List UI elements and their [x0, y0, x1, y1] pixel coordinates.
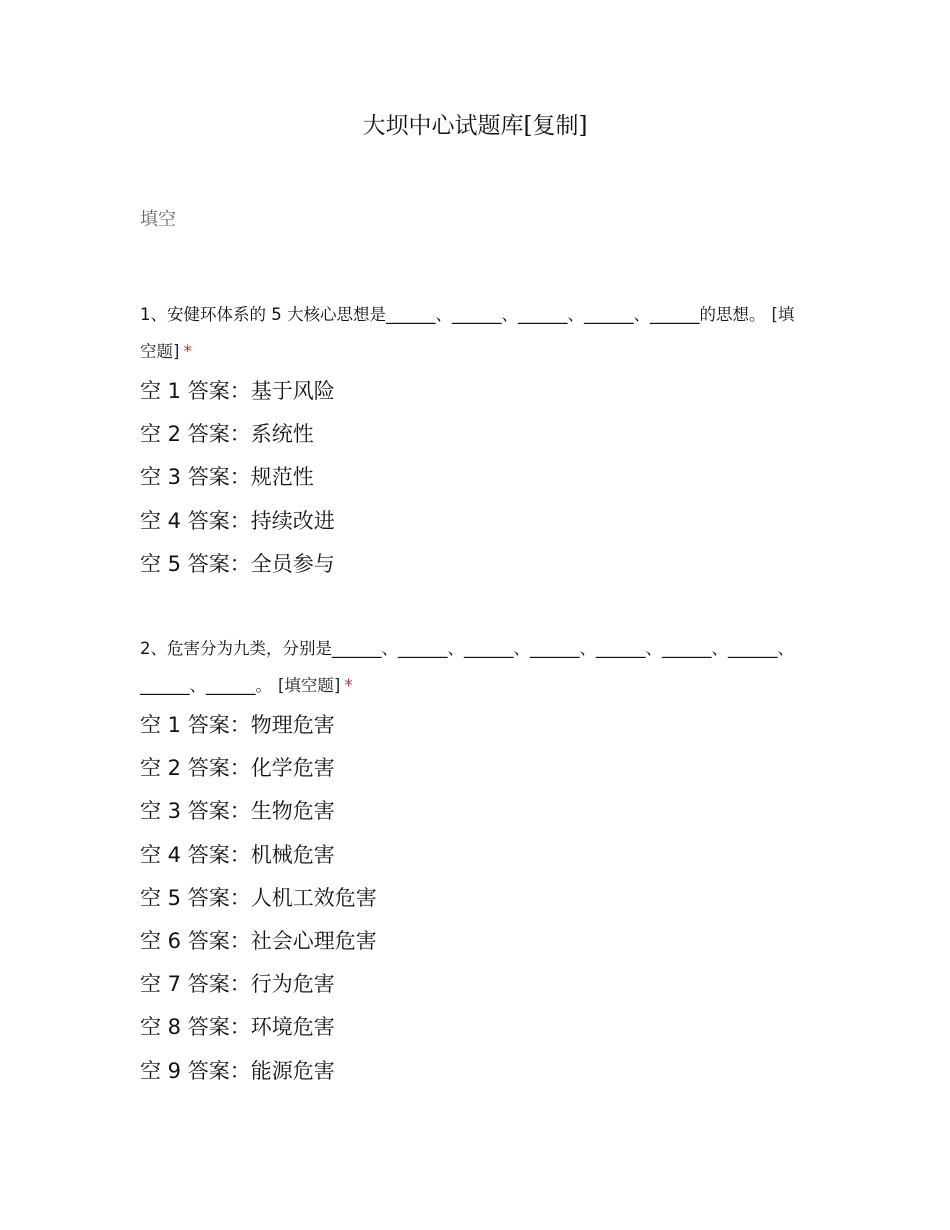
answer-label: 空 1 答案：: [140, 713, 251, 737]
answer-label: 空 9 答案：: [140, 1058, 251, 1083]
answer-list-1: [140, 370, 810, 586]
question-1: [140, 296, 810, 586]
answer-value: 社会心理危害: [250, 928, 377, 953]
answer-item: [140, 704, 810, 747]
answer-label: 空 5 答案：: [140, 551, 251, 576]
answer-item: [140, 963, 810, 1006]
answer-item: [140, 370, 810, 413]
question-text-1: [140, 296, 810, 370]
answer-value: 全员参与: [250, 551, 335, 576]
question-2-stem: 2、危害分为九类，分别是______、______、______、______、______、______、______、______、______。: [140, 639, 794, 695]
answer-label: 空 8 答案：: [140, 1015, 251, 1040]
answer-item: [140, 920, 810, 963]
question-2-type: [填空题]: [278, 676, 341, 695]
answer-label: 空 7 答案：: [140, 972, 251, 997]
answer-item: [140, 1050, 810, 1093]
answer-item: [140, 500, 810, 543]
answer-value: 基于风险: [250, 379, 335, 403]
answer-item: [140, 413, 810, 456]
question-2: [140, 630, 810, 1093]
answer-value: 行为危害: [250, 972, 335, 997]
answer-item: [140, 543, 810, 586]
section-label: 填空: [140, 209, 176, 230]
answer-label: 空 4 答案：: [140, 842, 251, 867]
answer-label: 空 2 答案：: [140, 422, 251, 447]
answer-list-2: [140, 704, 810, 1093]
answer-value: 化学危害: [250, 756, 335, 781]
required-mark-1: *: [183, 342, 192, 361]
answer-value: 生物危害: [250, 799, 335, 824]
answer-value: 人机工效危害: [250, 885, 377, 910]
answer-value: 持续改进: [250, 508, 335, 533]
answer-value: 系统性: [250, 422, 314, 447]
answer-label: 空 3 答案：: [140, 799, 251, 824]
answer-item: [140, 747, 810, 790]
answer-item: [140, 877, 810, 920]
answer-item: [140, 790, 810, 833]
answer-label: 空 6 答案：: [140, 928, 251, 953]
question-1-type: [填空题]: [140, 305, 795, 361]
answer-label: 空 5 答案：: [140, 885, 251, 910]
answer-value: 能源危害: [250, 1058, 335, 1083]
answer-item: [140, 834, 810, 877]
required-mark-2: *: [344, 676, 353, 695]
question-text-2: [140, 630, 810, 704]
answer-item: [140, 456, 810, 499]
answer-value: 规范性: [250, 465, 314, 490]
answer-label: 空 2 答案：: [140, 756, 251, 781]
question-1-stem: 1、安健环体系的 5 大核心思想是______、______、______、______、______的思想。: [140, 305, 766, 324]
answer-value: 机械危害: [250, 842, 335, 867]
answer-label: 空 1 答案：: [140, 379, 251, 403]
answer-value: 物理危害: [250, 713, 335, 737]
answer-label: 空 3 答案：: [140, 465, 251, 490]
answer-item: [140, 1006, 810, 1049]
answer-value: 环境危害: [250, 1015, 335, 1040]
page-title: 大坝中心试题库[复制]: [362, 113, 588, 139]
answer-label: 空 4 答案：: [140, 508, 251, 533]
